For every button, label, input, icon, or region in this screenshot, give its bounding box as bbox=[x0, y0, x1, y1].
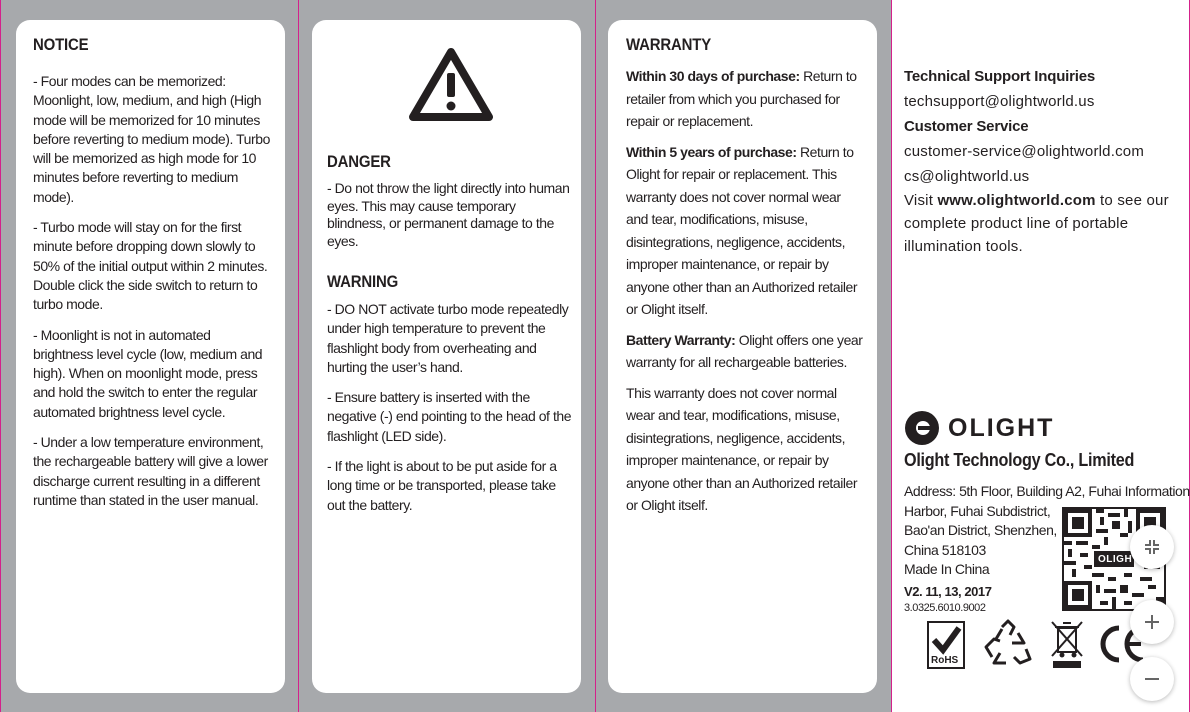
collapse-icon bbox=[1143, 538, 1161, 556]
warranty-battery: Battery Warranty: Olight offers one year warranty for all rechargeable batteries. bbox=[626, 331, 863, 370]
made-in-china: Made In China bbox=[904, 561, 990, 577]
warranty-exclusions: This warranty does not cover normal wear and tear, modifications, misuse, disintegrations, negligence, accidents, improper maintenance, or repair by anyone other than an Authorized retailer or Olight itself. bbox=[626, 384, 858, 513]
tech-support-email[interactable]: techsupport@olightworld.us bbox=[904, 93, 1095, 110]
part-code: 3.0325.6010.9002 bbox=[904, 602, 986, 614]
fit-page-button[interactable] bbox=[1130, 525, 1174, 569]
warranty-card bbox=[608, 20, 877, 693]
contact-block bbox=[904, 64, 1176, 258]
warranty-30-days: Within 30 days of purchase: Return to retailer from which you purchased for repair or replacement. bbox=[626, 68, 857, 129]
notice-heading: NOTICE bbox=[33, 35, 89, 54]
address-line-2: Harbor, Fuhai Subdistrict, bbox=[904, 502, 1051, 519]
notice-paragraph-1: - Four modes can be memorized: Moonlight, low, medium, and high (High mode will be memorized for 10 minutes before reverting to medium mode). Turbo will be memorized as high mode for 10 minutes before reverting to medium mode). bbox=[33, 73, 270, 205]
company-name: Olight Technology Co., Limited bbox=[904, 450, 1135, 470]
notice-card bbox=[16, 20, 285, 693]
website-link[interactable]: www.olightworld.com bbox=[937, 192, 1096, 209]
weee-bin-icon bbox=[1050, 618, 1084, 675]
danger-paragraph-1: - Do not throw the light directly into human eyes. This may cause temporary blindness, or permanent damage to the eyes. bbox=[327, 180, 570, 249]
tech-support-heading: Technical Support Inquiries bbox=[904, 68, 1096, 85]
zoom-out-button[interactable] bbox=[1130, 657, 1174, 701]
plus-icon bbox=[1143, 613, 1161, 631]
customer-service-email[interactable]: customer-service@olightworld.com bbox=[904, 143, 1145, 160]
zoom-in-button[interactable] bbox=[1130, 600, 1174, 644]
divider-right-panel bbox=[891, 0, 892, 712]
cs-email[interactable]: cs@olightworld.us bbox=[904, 168, 1030, 185]
customer-service-heading: Customer Service bbox=[904, 118, 1029, 135]
address-line-4: China 518103 bbox=[904, 541, 986, 558]
warning-paragraph-3: - If the light is about to be put aside for a long time or be transported, please take out the battery. bbox=[327, 458, 557, 513]
notice-paragraph-4: - Under a low temperature environment, the rechargeable battery will give a lower discharge current resulting in a different runtime than stated in the user manual. bbox=[33, 434, 268, 508]
olight-logo bbox=[904, 410, 1054, 446]
recycle-icon bbox=[982, 619, 1034, 674]
rohs-label: RoHS bbox=[931, 655, 959, 666]
warning-paragraph-1: - DO NOT activate turbo mode repeatedly under high temperature to prevent the flashlight body from overheating and hurting the user’s hand. bbox=[327, 301, 569, 375]
address-line-1: Address: 5th Floor, Building A2, Fuhai Information bbox=[904, 483, 1190, 499]
minus-icon bbox=[1143, 670, 1161, 688]
qr-logo-text: OLIGH bbox=[1098, 554, 1133, 565]
address-line-3: Bao'an District, Shenzhen, bbox=[904, 522, 1057, 538]
notice-paragraph-3: - Moonlight is not in automated brightness level cycle (low, medium and high). When on moonlight mode, press and hold the switch to enter the regular automated brightness level cycle. bbox=[33, 326, 263, 420]
warning-paragraph-2: - Ensure battery is inserted with the negative (-) end pointing to the head of the flashlight (LED side). bbox=[327, 389, 572, 444]
notice-paragraph-2: - Turbo mode will stay on for the first minute before dropping down slowly to 50% of the initial output within 2 minutes. Double click the side switch to return to turbo mode. bbox=[33, 219, 268, 313]
version-text: V2. 11, 13, 2017 bbox=[904, 583, 992, 599]
warranty-5-years: Within 5 years of purchase: Return to Olight for repair or replacement. This warranty does not cover normal wear and tear, modifications, misuse, disintegrations, negligence, accidents, improper maintenance, or repair by anyone other than an Authorized retailer or Olight itself. bbox=[626, 143, 858, 317]
danger-heading: DANGER bbox=[327, 152, 391, 171]
olight-logo-mark-icon bbox=[904, 410, 940, 446]
warning-triangle-icon bbox=[408, 46, 494, 122]
danger-card bbox=[312, 20, 581, 693]
warning-heading: WARNING bbox=[327, 272, 399, 291]
warranty-heading: WARRANTY bbox=[626, 35, 712, 54]
olight-logo-text: OLIGHT bbox=[948, 413, 1055, 442]
visit-website-text: Visit www.olightworld.com to see our complete product line of portable illumination tools. bbox=[904, 192, 1169, 255]
rohs-icon bbox=[927, 621, 965, 669]
